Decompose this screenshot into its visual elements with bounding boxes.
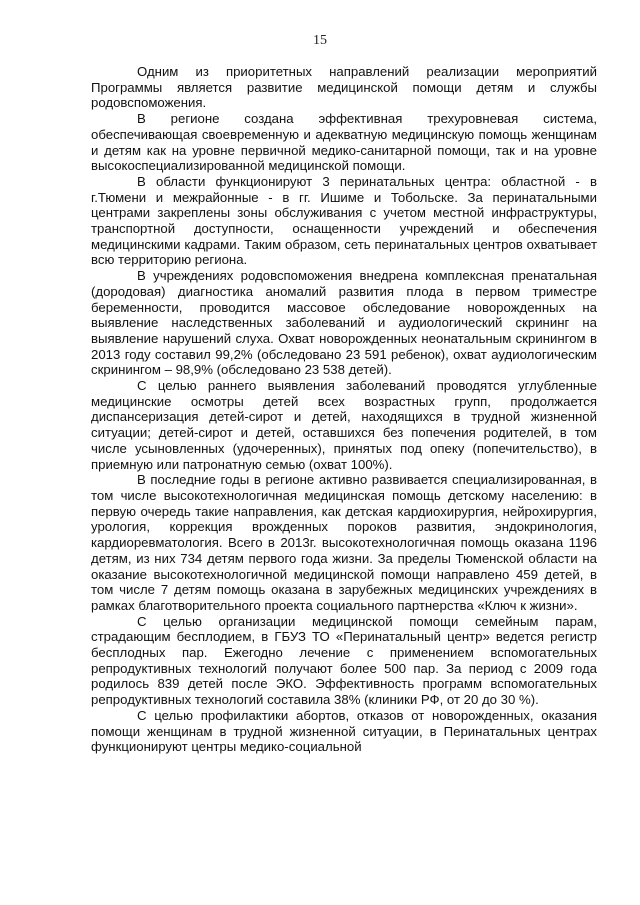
paragraph-three-level-system: В регионе создана эффективная трехуровневая система, обеспечивающая своевременную и адекватную медицинскую помощь женщинам и детям как на уровне первичной медико-санитарной помощи, так и на уровне высокоспециализированной медицинской помощи.: [91, 111, 597, 174]
document-body: [91, 64, 597, 755]
paragraph-abortion-prevention: С целью профилактики абортов, отказов от новорожденных, оказания помощи женщинам в трудной жизненной ситуации, в Перинатальных центрах функционируют центры медико-социальной: [91, 707, 597, 755]
paragraph-early-detection: С целью раннего выявления заболеваний проводятся углубленные медицинские осмотры детей всех возрастных групп, продолжается диспансеризация детей-сирот и детей, находящихся в трудной жизненной ситуации; детей-сирот и детей, оставшихся без попечения родителей, в том числе усыновленных (удочеренных), принятых под опеку (попечительство), в приемную или патронатную семью (охват 100%).: [91, 378, 597, 472]
page-number: 15: [313, 33, 327, 48]
paragraph-prenatal-diagnostics: В учреждениях родовспоможения внедрена комплексная пренатальная (дородовая) диагностика аномалий развития плода в первом триместре беременности, проводится массовое обследование новорожденных на выявление наследственных заболеваний и аудиологический скрининг на выявление нарушений слуха. Охват новорожденных неонатальным скринингом в 2013 году составил 99,2% (обследовано 23 591 ребенок), охват аудиологическим скринингом – 98,9% (обследовано 23 538 детей).: [91, 268, 597, 378]
paragraph-infertility-care: С целью организации медицинской помощи семейным парам, страдающим бесплодием, в ГБУЗ ТО «Перинатальный центр» ведется регистр бесплодных пар. Ежегодно лечение с применением вспомогательных репродуктивных технологий получают более 500 пар. За период с 2009 года родилось 839 детей после ЭКО. Эффективность программ вспомогательных репродуктивных технологий составила 38% (клиники РФ, от 20 до 30 %).: [91, 613, 597, 708]
paragraph-perinatal-centers: В области функционируют 3 перинатальных центра: областной - в г.Тюмени и межрайонные - в гг. Ишиме и Тобольске. За перинатальными центрами закреплены зоны обслуживания с учетом местной инфраструктуры, транспортной доступности, оснащенности учреждений и обеспечения медицинскими кадрами. Таким образом, сеть перинатальных центров охватывает всю территорию региона.: [91, 173, 597, 268]
paragraph-high-tech-care: В последние годы в регионе активно развивается специализированная, в том числе высокотехнологичная медицинская помощь детскому населению: в первую очередь такие направления, как детская кардиохирургия, нейрохирургия, урология, коррекция врожденных пороков развития, эндокринология, кардиоревматология. Всего в 2013г. высокотехнологичная помощь оказана 1196 детям, из них 734 детям первого года жизни. За пределы Тюменской области на оказание высокотехнологичной медицинской помощи направлено 459 детей, в том числе 7 детям помощь оказана в зарубежных медицинских учреждениях в рамках благотворительного проекта социального партнерства «Ключ к жизни».: [91, 472, 597, 613]
paragraph-program-priorities: Одним из приоритетных направлений реализации мероприятий Программы является развитие медицинской помощи детям и службы родовспоможения.: [91, 64, 597, 111]
